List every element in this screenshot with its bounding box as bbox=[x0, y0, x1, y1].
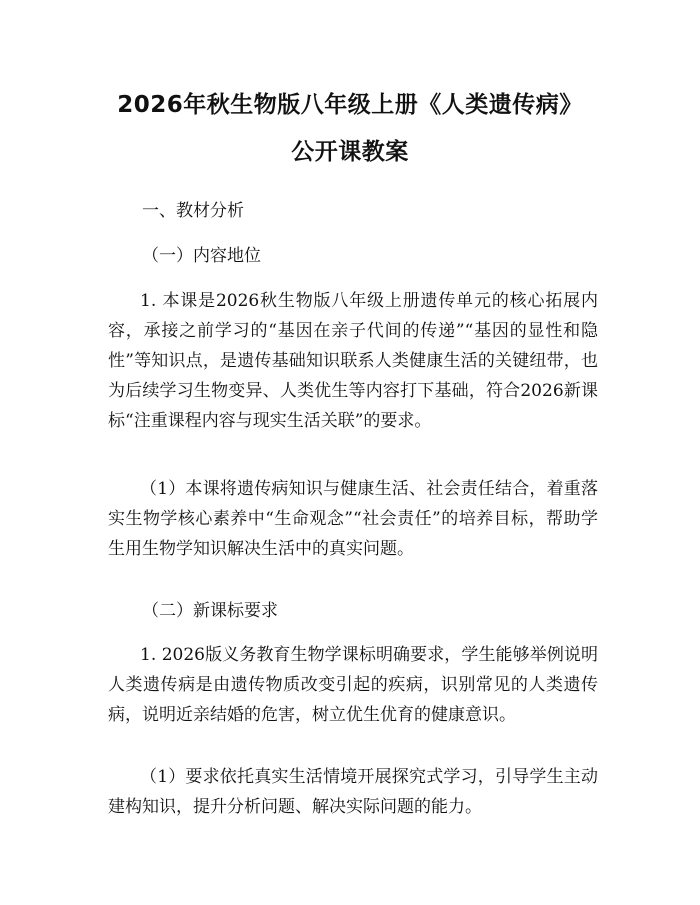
document-title-line-1: 2026年秋生物版八年级上册《人类遗传病》 bbox=[117, 92, 583, 118]
section-heading-textbook-analysis: 一、教材分析 bbox=[142, 201, 244, 221]
paragraph-content-position-1: 1. 本课是2026秋生物版八年级上册遗传单元的核心拓展内容，承接之前学习的“基因在亲子代间的传递”“基因的显性和隐性”等知识点，是遗传基础知识联系人类健康生活的关键纽带，也为后续学习生物变异、人类优生等内容打下基础，符合2026新课标“注重课程内容与现实生活关联”的要求。 bbox=[108, 291, 598, 431]
paragraph-content-position-2: （1）本课将遗传病知识与健康生活、社会责任结合，着重落实生物学核心素养中“生命观念”“社会责任”的培养目标，帮助学生用生物学知识解决生活中的真实问题。 bbox=[108, 479, 598, 559]
paragraph-curriculum-requirements-2: （1）要求依托真实生活情境开展探究式学习，引导学生主动建构知识，提升分析问题、解决实际问题的能力。 bbox=[108, 767, 598, 817]
subsection-heading-curriculum-requirements: （二）新课标要求 bbox=[142, 601, 278, 621]
document-title-line-2: 公开课教案 bbox=[291, 139, 409, 165]
paragraph-curriculum-requirements-1: 1. 2026版义务教育生物学课标明确要求，学生能够举例说明人类遗传病是由遗传物质改变引起的疾病，识别常见的人类遗传病，说明近亲结婚的危害，树立优生优育的健康意识。 bbox=[108, 645, 598, 725]
subsection-heading-content-position: （一）内容地位 bbox=[142, 246, 261, 266]
